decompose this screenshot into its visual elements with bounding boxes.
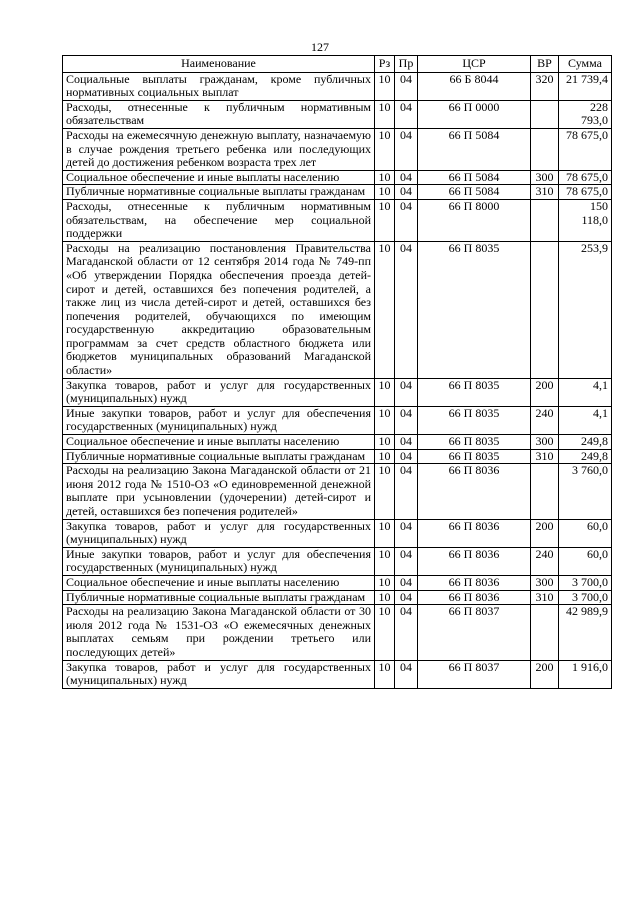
cell-csr: 66 П 8036: [418, 575, 531, 590]
cell-name: Иные закупки товаров, работ и услуг для обеспечения государственных (муниципальных) нужд: [63, 406, 375, 434]
table-row: [63, 241, 612, 378]
cell-pr: 04: [395, 128, 418, 170]
table-row: [63, 72, 612, 100]
cell-rz: 10: [375, 464, 395, 519]
cell-csr: 66 П 8035: [418, 435, 531, 450]
table-row: [63, 185, 612, 200]
cell-sum: 150 118,0: [559, 199, 612, 241]
cell-sum: 78 675,0: [559, 128, 612, 170]
cell-rz: 10: [375, 575, 395, 590]
cell-csr: 66 П 5084: [418, 170, 531, 185]
header-vr: ВР: [531, 56, 559, 73]
cell-name: Расходы, отнесенные к публичным нормативным обязательствам: [63, 100, 375, 128]
cell-vr: 310: [531, 185, 559, 200]
cell-pr: 04: [395, 241, 418, 378]
cell-name: Публичные нормативные социальные выплаты гражданам: [63, 185, 375, 200]
table-row: [63, 435, 612, 450]
table-row: [63, 100, 612, 128]
cell-csr: 66 П 8035: [418, 241, 531, 378]
table-body: [63, 72, 612, 688]
cell-name: Расходы на реализацию Закона Магаданской области от 21 июня 2012 года № 1510-ОЗ «О единовременной денежной выплате при усыновлении (удочерении) детей-сирот и детей, оставшихся без попечения родителей»: [63, 464, 375, 519]
table-row: [63, 519, 612, 547]
cell-sum: 228 793,0: [559, 100, 612, 128]
cell-sum: 42 989,9: [559, 605, 612, 660]
cell-sum: 60,0: [559, 519, 612, 547]
cell-name: Закупка товаров, работ и услуг для государственных (муниципальных) нужд: [63, 378, 375, 406]
cell-rz: 10: [375, 605, 395, 660]
cell-vr: 300: [531, 575, 559, 590]
table-row: [63, 378, 612, 406]
table-row: [63, 170, 612, 185]
table-row: [63, 547, 612, 575]
cell-vr: [531, 241, 559, 378]
cell-vr: 320: [531, 72, 559, 100]
cell-pr: 04: [395, 170, 418, 185]
cell-csr: 66 П 8036: [418, 464, 531, 519]
cell-rz: 10: [375, 590, 395, 605]
cell-sum: 249,8: [559, 449, 612, 464]
cell-csr: 66 П 8035: [418, 406, 531, 434]
cell-pr: 04: [395, 590, 418, 605]
cell-sum: 3 760,0: [559, 464, 612, 519]
cell-csr: 66 П 8037: [418, 605, 531, 660]
cell-pr: 04: [395, 464, 418, 519]
cell-pr: 04: [395, 406, 418, 434]
cell-sum: 78 675,0: [559, 170, 612, 185]
cell-pr: 04: [395, 660, 418, 688]
cell-csr: 66 П 8037: [418, 660, 531, 688]
cell-rz: 10: [375, 185, 395, 200]
cell-name: Расходы на ежемесячную денежную выплату, назначаемую в случае рождения третьего ребенка или последующих детей до достижения ребенком возраста трех лет: [63, 128, 375, 170]
cell-pr: 04: [395, 378, 418, 406]
table-row: [63, 128, 612, 170]
table-header-row: [63, 56, 612, 73]
cell-rz: 10: [375, 241, 395, 378]
cell-csr: 66 П 8036: [418, 519, 531, 547]
cell-csr: 66 П 8036: [418, 590, 531, 605]
cell-name: Публичные нормативные социальные выплаты гражданам: [63, 590, 375, 605]
cell-vr: 300: [531, 170, 559, 185]
cell-name: Социальные выплаты гражданам, кроме публичных нормативных социальных выплат: [63, 72, 375, 100]
cell-sum: 60,0: [559, 547, 612, 575]
table-row: [63, 605, 612, 660]
page-number: 127: [311, 40, 329, 54]
header-pr: Пр: [395, 56, 418, 73]
cell-csr: 66 Б 8044: [418, 72, 531, 100]
cell-vr: [531, 605, 559, 660]
cell-rz: 10: [375, 378, 395, 406]
cell-csr: 66 П 5084: [418, 128, 531, 170]
cell-rz: 10: [375, 199, 395, 241]
cell-sum: 3 700,0: [559, 590, 612, 605]
budget-table: [62, 55, 612, 689]
cell-name: Иные закупки товаров, работ и услуг для обеспечения государственных (муниципальных) нужд: [63, 547, 375, 575]
cell-pr: 04: [395, 72, 418, 100]
cell-sum: 4,1: [559, 406, 612, 434]
cell-sum: 78 675,0: [559, 185, 612, 200]
cell-rz: 10: [375, 547, 395, 575]
cell-name: Социальное обеспечение и иные выплаты населению: [63, 435, 375, 450]
cell-name: Социальное обеспечение и иные выплаты населению: [63, 575, 375, 590]
cell-vr: 310: [531, 449, 559, 464]
cell-vr: [531, 128, 559, 170]
cell-sum: 249,8: [559, 435, 612, 450]
cell-csr: 66 П 8035: [418, 449, 531, 464]
cell-vr: [531, 100, 559, 128]
cell-vr: 200: [531, 660, 559, 688]
cell-csr: 66 П 8035: [418, 378, 531, 406]
cell-rz: 10: [375, 449, 395, 464]
cell-vr: 310: [531, 590, 559, 605]
header-name: Наименование: [63, 56, 375, 73]
cell-pr: 04: [395, 519, 418, 547]
table-row: [63, 449, 612, 464]
cell-rz: 10: [375, 128, 395, 170]
cell-pr: 04: [395, 547, 418, 575]
cell-rz: 10: [375, 435, 395, 450]
cell-vr: 240: [531, 406, 559, 434]
cell-sum: 3 700,0: [559, 575, 612, 590]
cell-pr: 04: [395, 449, 418, 464]
cell-name: Расходы, отнесенные к публичным нормативным обязательствам, на обеспечение мер социальной поддержки: [63, 199, 375, 241]
cell-csr: 66 П 0000: [418, 100, 531, 128]
cell-csr: 66 П 8036: [418, 547, 531, 575]
header-csr: ЦСР: [418, 56, 531, 73]
cell-vr: 200: [531, 519, 559, 547]
cell-rz: 10: [375, 519, 395, 547]
cell-vr: [531, 199, 559, 241]
cell-csr: 66 П 8000: [418, 199, 531, 241]
table-row: [63, 406, 612, 434]
cell-name: Расходы на реализацию постановления Правительства Магаданской области от 12 сентября 2014 года № 749-пп «Об утверждении Порядка обеспечения проезда детей-сирот и детей, оставшихся без попечения родителей, а также лиц из числа детей-сирот и детей, оставшихся без попечения родителей, обучающихся по имеющим государственную аккредитацию образовательным программам за счет средств областного бюджета или бюджетов муниципальных образований Магаданской области»: [63, 241, 375, 378]
table-row: [63, 199, 612, 241]
cell-rz: 10: [375, 170, 395, 185]
cell-sum: 253,9: [559, 241, 612, 378]
cell-pr: 04: [395, 575, 418, 590]
cell-vr: 240: [531, 547, 559, 575]
cell-pr: 04: [395, 435, 418, 450]
cell-name: Социальное обеспечение и иные выплаты населению: [63, 170, 375, 185]
cell-csr: 66 П 5084: [418, 185, 531, 200]
cell-pr: 04: [395, 100, 418, 128]
cell-vr: [531, 464, 559, 519]
cell-sum: 4,1: [559, 378, 612, 406]
cell-name: Закупка товаров, работ и услуг для государственных (муниципальных) нужд: [63, 519, 375, 547]
table-row: [63, 590, 612, 605]
table-row: [63, 464, 612, 519]
cell-pr: 04: [395, 199, 418, 241]
cell-name: Расходы на реализацию Закона Магаданской области от 30 июля 2012 года № 1531-ОЗ «О ежемесячных денежных выплатах семьям при рождении третьего или последующих детей»: [63, 605, 375, 660]
cell-vr: 200: [531, 378, 559, 406]
cell-rz: 10: [375, 100, 395, 128]
header-sum: Сумма: [559, 56, 612, 73]
cell-rz: 10: [375, 406, 395, 434]
cell-pr: 04: [395, 185, 418, 200]
cell-pr: 04: [395, 605, 418, 660]
cell-name: Закупка товаров, работ и услуг для государственных (муниципальных) нужд: [63, 660, 375, 688]
cell-rz: 10: [375, 72, 395, 100]
cell-name: Публичные нормативные социальные выплаты гражданам: [63, 449, 375, 464]
table-row: [63, 575, 612, 590]
cell-vr: 300: [531, 435, 559, 450]
cell-sum: 1 916,0: [559, 660, 612, 688]
cell-rz: 10: [375, 660, 395, 688]
header-rz: Рз: [375, 56, 395, 73]
table-row: [63, 660, 612, 688]
cell-sum: 21 739,4: [559, 72, 612, 100]
